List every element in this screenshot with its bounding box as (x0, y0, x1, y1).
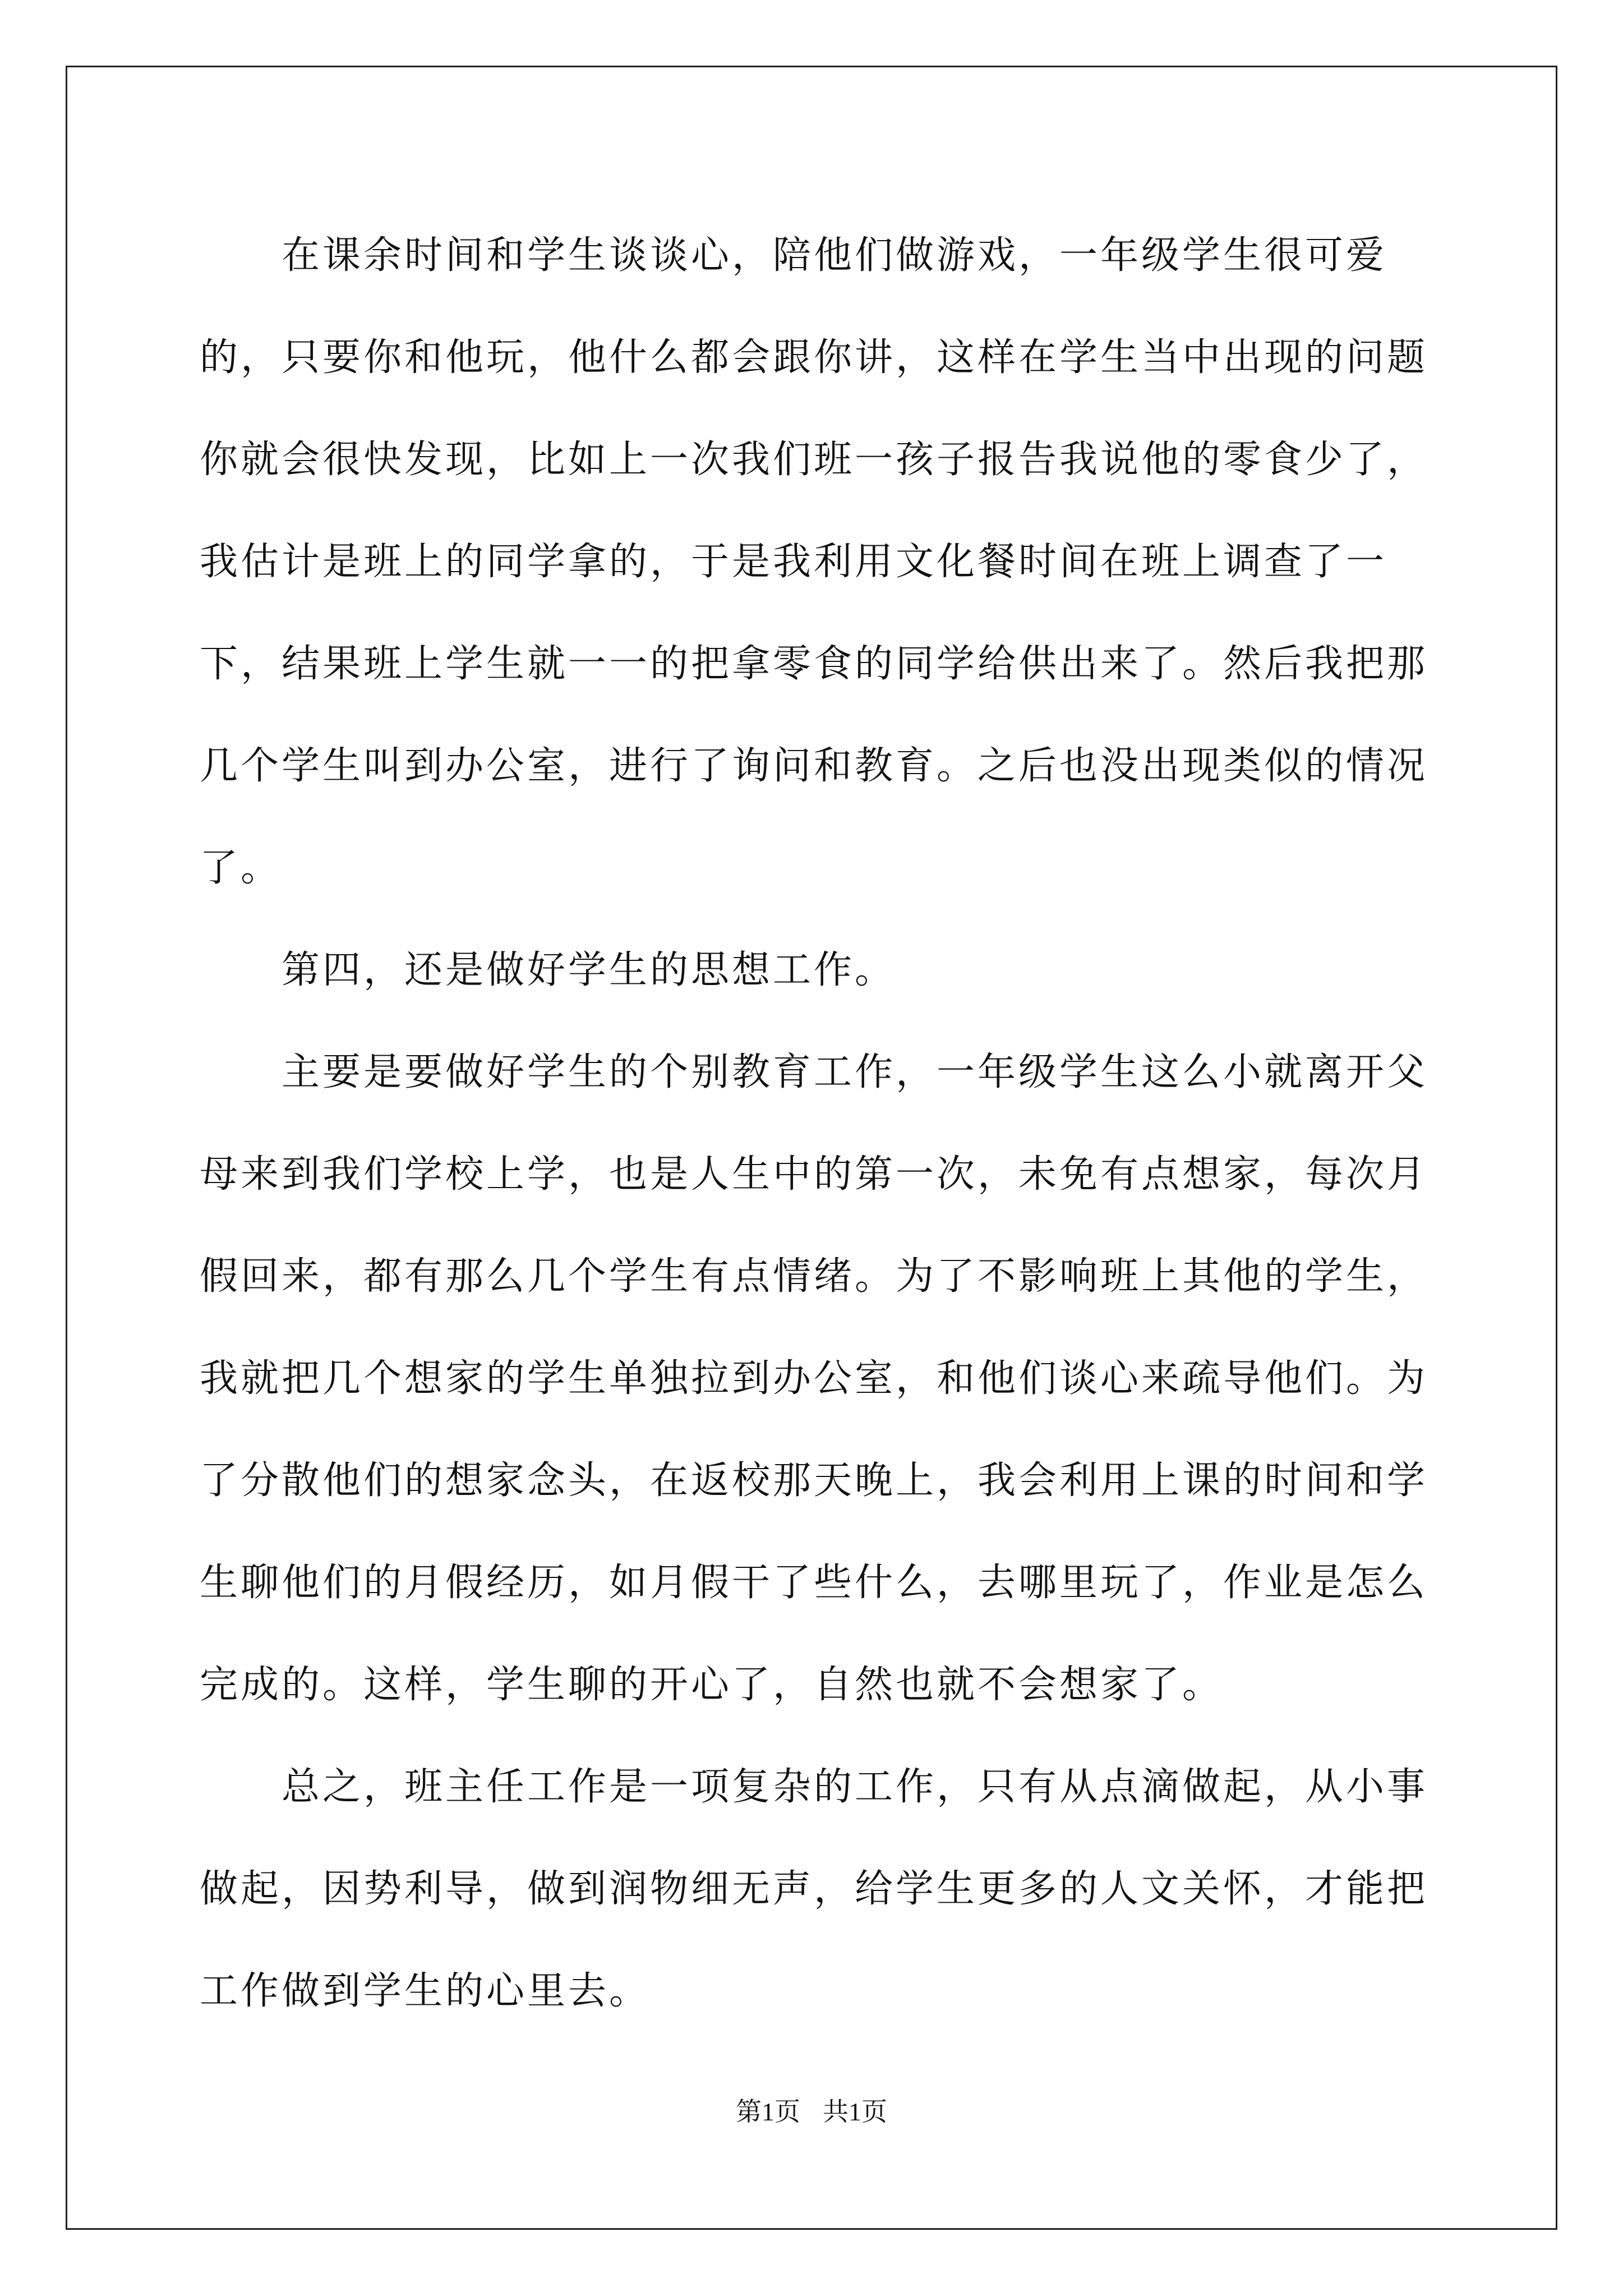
paragraph: 主要是要做好学生的个别教育工作，一年级学生这么小就离开父母来到我们学校上学，也是人生中的第一次，未免有点想家，每次月假回来，都有那么几个学生有点情绪。为了不影响班上其他的学生，我就把几个想家的学生单独拉到办公室，和他们谈心来疏导他们。为了分散他们的想家念头，在返校那天晚上，我会利用上课的时间和学生聊他们的月假经历，如月假干了些什么，去哪里玩了，作业是怎么完成的。这样，学生聊的开心了，自然也就不会想家了。 (200, 1050, 1428, 1707)
paragraph: 总之，班主任工作是一项复杂的工作，只有从点滴做起，从小事做起，因势利导，做到润物细无声，给学生更多的人文关怀，才能把工作做到学生的心里去。 (200, 1765, 1428, 2013)
paragraph: 第四，还是做好学生的思想工作。 (282, 948, 896, 992)
page-number: 第1页 (736, 2097, 800, 2126)
paragraph: 在课余时间和学生谈谈心，陪他们做游戏，一年级学生很可爱的，只要你和他玩，他什么都会跟你讲，这样在学生当中出现的问题你就会很快发现，比如上一次我们班一孩子报告我说他的零食少了，我估计是班上的同学拿的，于是我利用文化餐时间在班上调查了一下，结果班上学生就一一的把拿零食的同学给供出来了。然后我把那几个学生叫到办公室，进行了询问和教育。之后也没出现类似的情况了。 (200, 233, 1428, 890)
page-footer (0, 2095, 1623, 2129)
page-total: 共1页 (823, 2097, 887, 2126)
document-body (200, 205, 1433, 2042)
